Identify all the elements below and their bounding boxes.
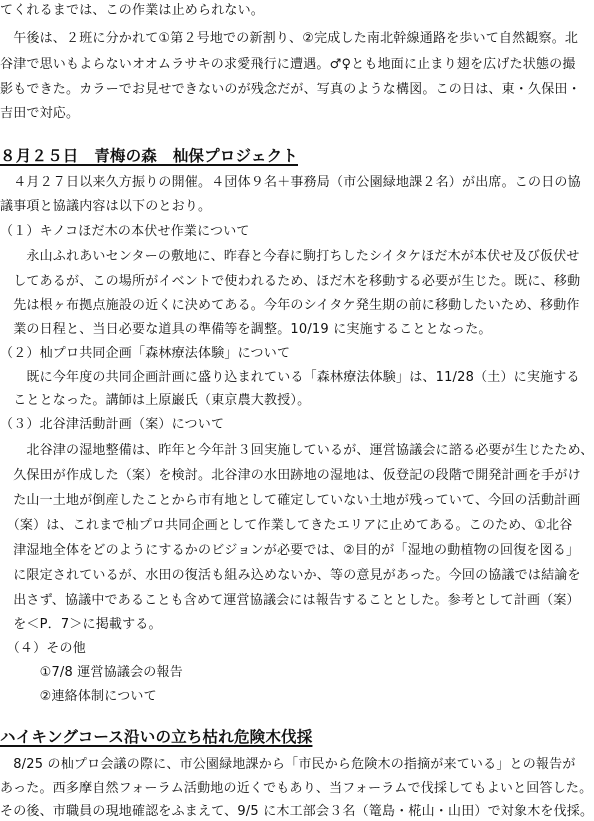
body-line: こととなった。講師は上原巌氏（東京農大教授）。 (0, 393, 311, 408)
item-heading: （４）その他 (0, 641, 86, 656)
intro-line: 午後は、２班に分かれて①第２号地での新割り、②完成した南北幹線通路を歩いて自然観察。北 (0, 31, 579, 46)
intro-line: 影もできた。カラーでお見せできないのが残念だが、写真のような構図。この日は、東・久保田・ (0, 82, 581, 97)
sub-item: ②連絡体制について (0, 689, 157, 704)
intro-line: 吉田で対応。 (0, 106, 80, 121)
body-line: を＜P．7＞に掲載する。 (0, 617, 162, 632)
sub-item: ①7/8 運営協議会の報告 (0, 665, 183, 680)
body-line: 既に今年度の共同企画計画に盛り込まれている「森林療法体験」は、11/28（土）に実施する (0, 370, 580, 385)
body-line: 議事項と協議内容は以下のとおり。 (0, 199, 212, 214)
intro-line: 谷津で思いもよらないオオムラサキの求愛飛行に遭遇。♂♀とも地面に止まり翅を広げた状態の撮 (0, 57, 576, 72)
item-heading: （１）キノコほだ木の本伏せ作業について (0, 224, 250, 239)
body-line: 業の日程と、当日必要な道具の準備等を調整。10/19 に実施することとなった。 (0, 322, 492, 337)
body-line: に限定されているが、水田の復活も組み込めないか、等の意見があった。今回の協議では結論を (0, 568, 581, 583)
body-line: してあるが、この場所がイベントで使われるため、ほだ木を移動する必要が生じた。既に、移動 (0, 274, 581, 289)
item-heading: （２）杣プロ共同企画「森林療法体験」について (0, 346, 291, 361)
section-heading-aug25: ８月２５日 青梅の森 杣保プロジェクト (0, 147, 298, 165)
body-line: た山一土地が倒産したことから市有地として確定していない土地が残っていて、今回の活動計画 (0, 493, 581, 508)
section-heading-tree-felling: ハイキングコース沿いの立ち枯れ危険木伐採 (0, 728, 313, 746)
body-line: 北谷津の湿地整備は、昨年と今年計３回実施しているが、運営協議会に諮る必要が生じたため、 (0, 443, 594, 458)
body-line: 出さず、協議中であることも含めて運営協議会には報告することとした。参考として計画（案） (0, 593, 580, 608)
body-line: その後、市職員の現地確認をふまえて、9/5 に木工部会３名（篭島・椛山・山田）で対象木を伐採。 (0, 804, 594, 819)
body-line: 8/25 の杣プロ会議の際に、市公園緑地課から「市民から危険木の指摘が来ている」との報告が (0, 757, 576, 772)
body-line: 先は根ヶ布拠点施設の近くに決めてある。今年のシイタケ発生期の前に移動したいため、移動作 (0, 298, 580, 313)
body-line: （案）は、これまで杣プロ共同企画として作業してきたエリアに止めてある。このため、①北谷 (0, 518, 573, 533)
body-line: 津湿地全体をどのようにするかのビジョンが必要では、②目的が「湿地の動植物の回復を図る」 (0, 543, 580, 558)
body-line: ４月２７日以来久方振りの開催。４団体９名＋事務局（市公園緑地課２名）が出席。この日の協 (0, 175, 581, 190)
body-line: 久保田が作成した（案）を検討。北谷津の水田跡地の湿地は、仮登記の段階で開発計画を手がけ (0, 468, 581, 483)
intro-line: てくれるまでは、この作業は止められない。 (0, 3, 265, 18)
item-heading: （３）北谷津活動計画（案）について (0, 417, 225, 432)
body-line: 永山ふれあいセンターの敷地に、昨春と今春に駒打ちしたシイタケほだ木が本伏せ及び仮伏せ (0, 249, 580, 264)
body-line: あった。西多摩自然フォーラム活動地の近くでもあり、当フォーラムで伐採してもよいと回答した。 (0, 781, 593, 796)
